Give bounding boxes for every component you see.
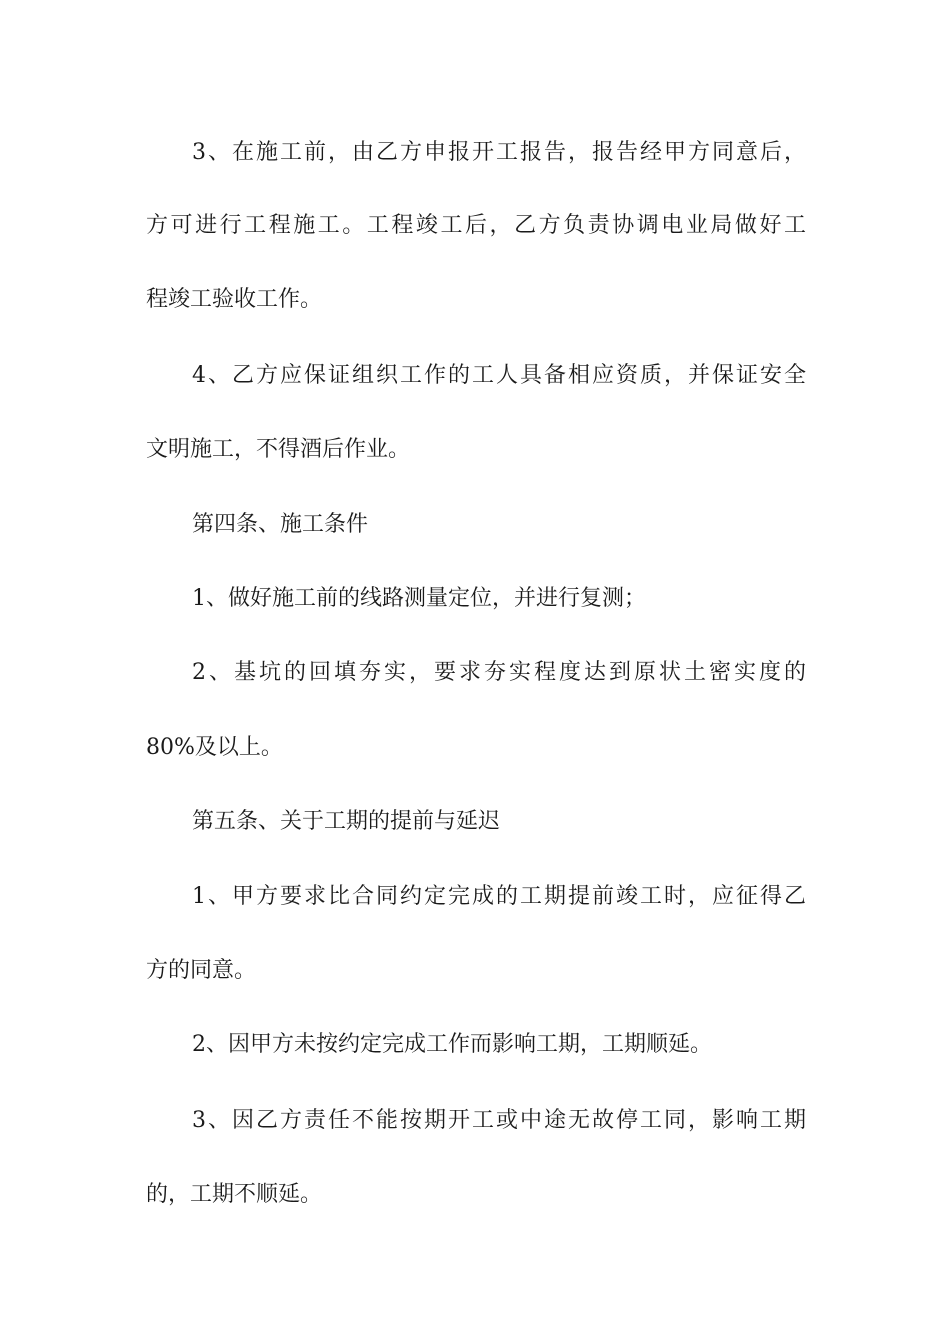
paragraph-line: 3、因乙方责任不能按期开工或中途无故停工同，影响工期 bbox=[192, 1108, 806, 1133]
paragraph-line: 2、基坑的回填夯实，要求夯实程度达到原状土密实度的 bbox=[192, 660, 806, 685]
paragraph-line: 的，工期不顺延。 bbox=[146, 1182, 323, 1207]
paragraph-line: 文明施工，不得酒后作业。 bbox=[146, 437, 411, 462]
section-heading: 第四条、施工条件 bbox=[192, 512, 369, 537]
paragraph-line: 1、甲方要求比合同约定完成的工期提前竣工时，应征得乙 bbox=[192, 884, 806, 909]
paragraph-line: 方可进行工程施工。工程竣工后，乙方负责协调电业局做好工 bbox=[146, 213, 806, 238]
paragraph-line: 方的同意。 bbox=[146, 958, 257, 983]
section-heading: 第五条、关于工期的提前与延迟 bbox=[192, 809, 501, 834]
paragraph-line: 程竣工验收工作。 bbox=[146, 287, 323, 312]
paragraph-line: 2、因甲方未按约定完成工作而影响工期，工期顺延。 bbox=[192, 1032, 712, 1057]
paragraph-line: 80%及以上。 bbox=[146, 735, 283, 760]
paragraph-line: 1、做好施工前的线路测量定位，并进行复测； bbox=[192, 586, 646, 611]
paragraph-line: 4、乙方应保证组织工作的工人具备相应资质，并保证安全 bbox=[192, 363, 806, 388]
paragraph-line: 3、在施工前，由乙方申报开工报告，报告经甲方同意后， bbox=[192, 140, 806, 165]
